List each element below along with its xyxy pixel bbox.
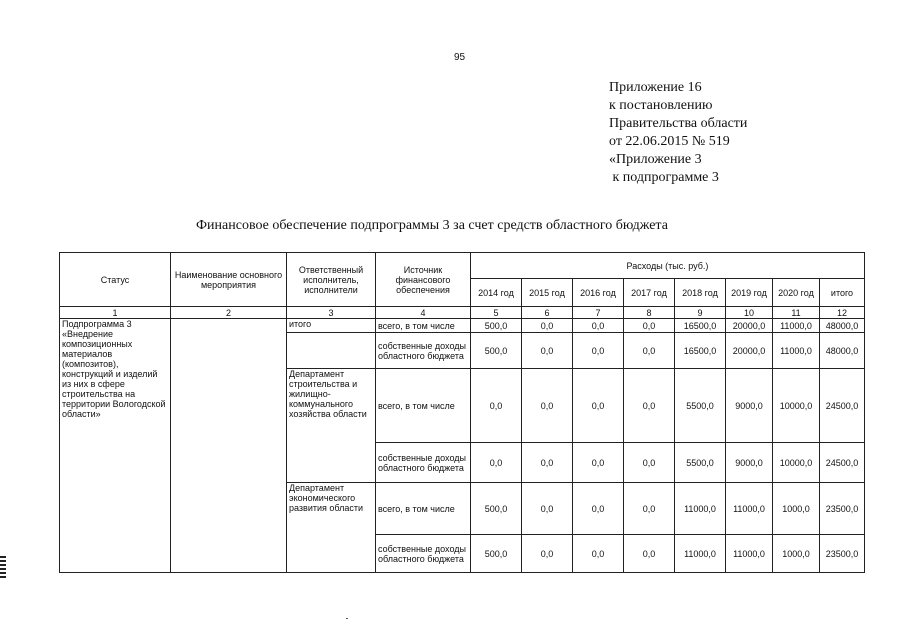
appendix-line: Правительства области	[609, 116, 748, 131]
value-cell: 0,0	[471, 443, 522, 483]
value-cell: 0,0	[573, 369, 624, 443]
value-cell: 0,0	[573, 483, 624, 535]
value-cell: 16500,0	[675, 333, 726, 369]
value-cell: 24500,0	[820, 369, 865, 443]
value-cell: 11000,0	[675, 535, 726, 573]
status-cell: Подпрограмма 3 «Внедрение композиционных материалов (композитов), конструкций и изделий из них в сфере строительства на территории Вологодской области»	[60, 319, 171, 573]
value-cell: 0,0	[522, 319, 573, 333]
source-cell: всего, в том числе	[376, 319, 471, 333]
header-year: 2018 год	[675, 279, 726, 307]
value-cell: 20000,0	[726, 333, 773, 369]
appendix-note	[609, 79, 809, 187]
value-cell: 48000,0	[820, 333, 865, 369]
header-measure: Наименование основного мероприятия	[171, 253, 287, 307]
value-cell: 9000,0	[726, 443, 773, 483]
value-cell: 0,0	[573, 319, 624, 333]
value-cell: 11000,0	[773, 319, 820, 333]
value-cell: 20000,0	[726, 319, 773, 333]
column-number: 9	[675, 307, 726, 319]
column-number: 8	[624, 307, 675, 319]
header-year: 2017 год	[624, 279, 675, 307]
column-number: 4	[376, 307, 471, 319]
value-cell: 0,0	[624, 369, 675, 443]
value-cell: 0,0	[624, 333, 675, 369]
page-number: 95	[454, 52, 466, 63]
header-executor: Ответственный исполнитель, исполнители	[287, 253, 376, 307]
header-year: 2015 год	[522, 279, 573, 307]
value-cell: 5500,0	[675, 443, 726, 483]
value-cell: 0,0	[522, 483, 573, 535]
header-status: Статус	[60, 253, 171, 307]
header-year: 2019 год	[726, 279, 773, 307]
value-cell: 16500,0	[675, 319, 726, 333]
value-cell: 500,0	[471, 319, 522, 333]
finance-table	[59, 252, 865, 573]
table-row	[60, 319, 865, 333]
appendix-line: Приложение 16	[609, 80, 702, 95]
value-cell: 0,0	[624, 535, 675, 573]
value-cell: 0,0	[573, 443, 624, 483]
value-cell: 0,0	[573, 535, 624, 573]
measure-cell	[171, 319, 287, 573]
value-cell: 11000,0	[726, 535, 773, 573]
source-cell: всего, в том числе	[376, 369, 471, 443]
scan-edge-marks	[0, 556, 6, 580]
value-cell: 11000,0	[675, 483, 726, 535]
value-cell: 500,0	[471, 333, 522, 369]
value-cell: 23500,0	[820, 483, 865, 535]
value-cell: 0,0	[522, 443, 573, 483]
value-cell: 5500,0	[675, 369, 726, 443]
header-expenses: Расходы (тыс. руб.)	[471, 253, 865, 279]
value-cell: 11000,0	[726, 483, 773, 535]
source-cell: собственные доходы областного бюджета	[376, 333, 471, 369]
document-title: Финансовое обеспечение подпрограммы 3 за счет средств областного бюджета	[196, 218, 668, 233]
value-cell: 0,0	[522, 369, 573, 443]
value-cell: 1000,0	[773, 483, 820, 535]
column-number: 3	[287, 307, 376, 319]
source-cell: собственные доходы областного бюджета	[376, 443, 471, 483]
executor-cell: Департамент строительства и жилищно-коммунального хозяйства области	[287, 369, 376, 483]
column-number: 10	[726, 307, 773, 319]
column-number: 5	[471, 307, 522, 319]
header-year: 2016 год	[573, 279, 624, 307]
value-cell: 9000,0	[726, 369, 773, 443]
value-cell: 0,0	[522, 333, 573, 369]
value-cell: 48000,0	[820, 319, 865, 333]
value-cell: 0,0	[624, 443, 675, 483]
value-cell: 500,0	[471, 483, 522, 535]
column-number-row	[60, 307, 865, 319]
appendix-line: к подпрограмме 3	[609, 170, 719, 185]
header-total: итого	[820, 279, 865, 307]
source-cell: всего, в том числе	[376, 483, 471, 535]
value-cell: 11000,0	[773, 333, 820, 369]
scan-speck	[346, 618, 348, 619]
header-year: 2020 год	[773, 279, 820, 307]
executor-cell	[287, 333, 376, 369]
value-cell: 0,0	[573, 333, 624, 369]
value-cell: 0,0	[522, 535, 573, 573]
header-year: 2014 год	[471, 279, 522, 307]
column-number: 1	[60, 307, 171, 319]
appendix-line: «Приложение 3	[609, 152, 702, 167]
value-cell: 0,0	[624, 319, 675, 333]
value-cell: 0,0	[471, 369, 522, 443]
column-number: 2	[171, 307, 287, 319]
value-cell: 23500,0	[820, 535, 865, 573]
column-number: 6	[522, 307, 573, 319]
value-cell: 10000,0	[773, 369, 820, 443]
column-number: 7	[573, 307, 624, 319]
source-cell: собственные доходы областного бюджета	[376, 535, 471, 573]
executor-cell: итого	[287, 319, 376, 333]
executor-cell: Департамент экономического развития области	[287, 483, 376, 573]
appendix-line: от 22.06.2015 № 519	[609, 134, 730, 149]
header-source: Источник финансового обеспечения	[376, 253, 471, 307]
appendix-line: к постановлению	[609, 98, 713, 113]
value-cell: 1000,0	[773, 535, 820, 573]
value-cell: 0,0	[624, 483, 675, 535]
value-cell: 24500,0	[820, 443, 865, 483]
value-cell: 10000,0	[773, 443, 820, 483]
column-number: 12	[820, 307, 865, 319]
value-cell: 500,0	[471, 535, 522, 573]
column-number: 11	[773, 307, 820, 319]
